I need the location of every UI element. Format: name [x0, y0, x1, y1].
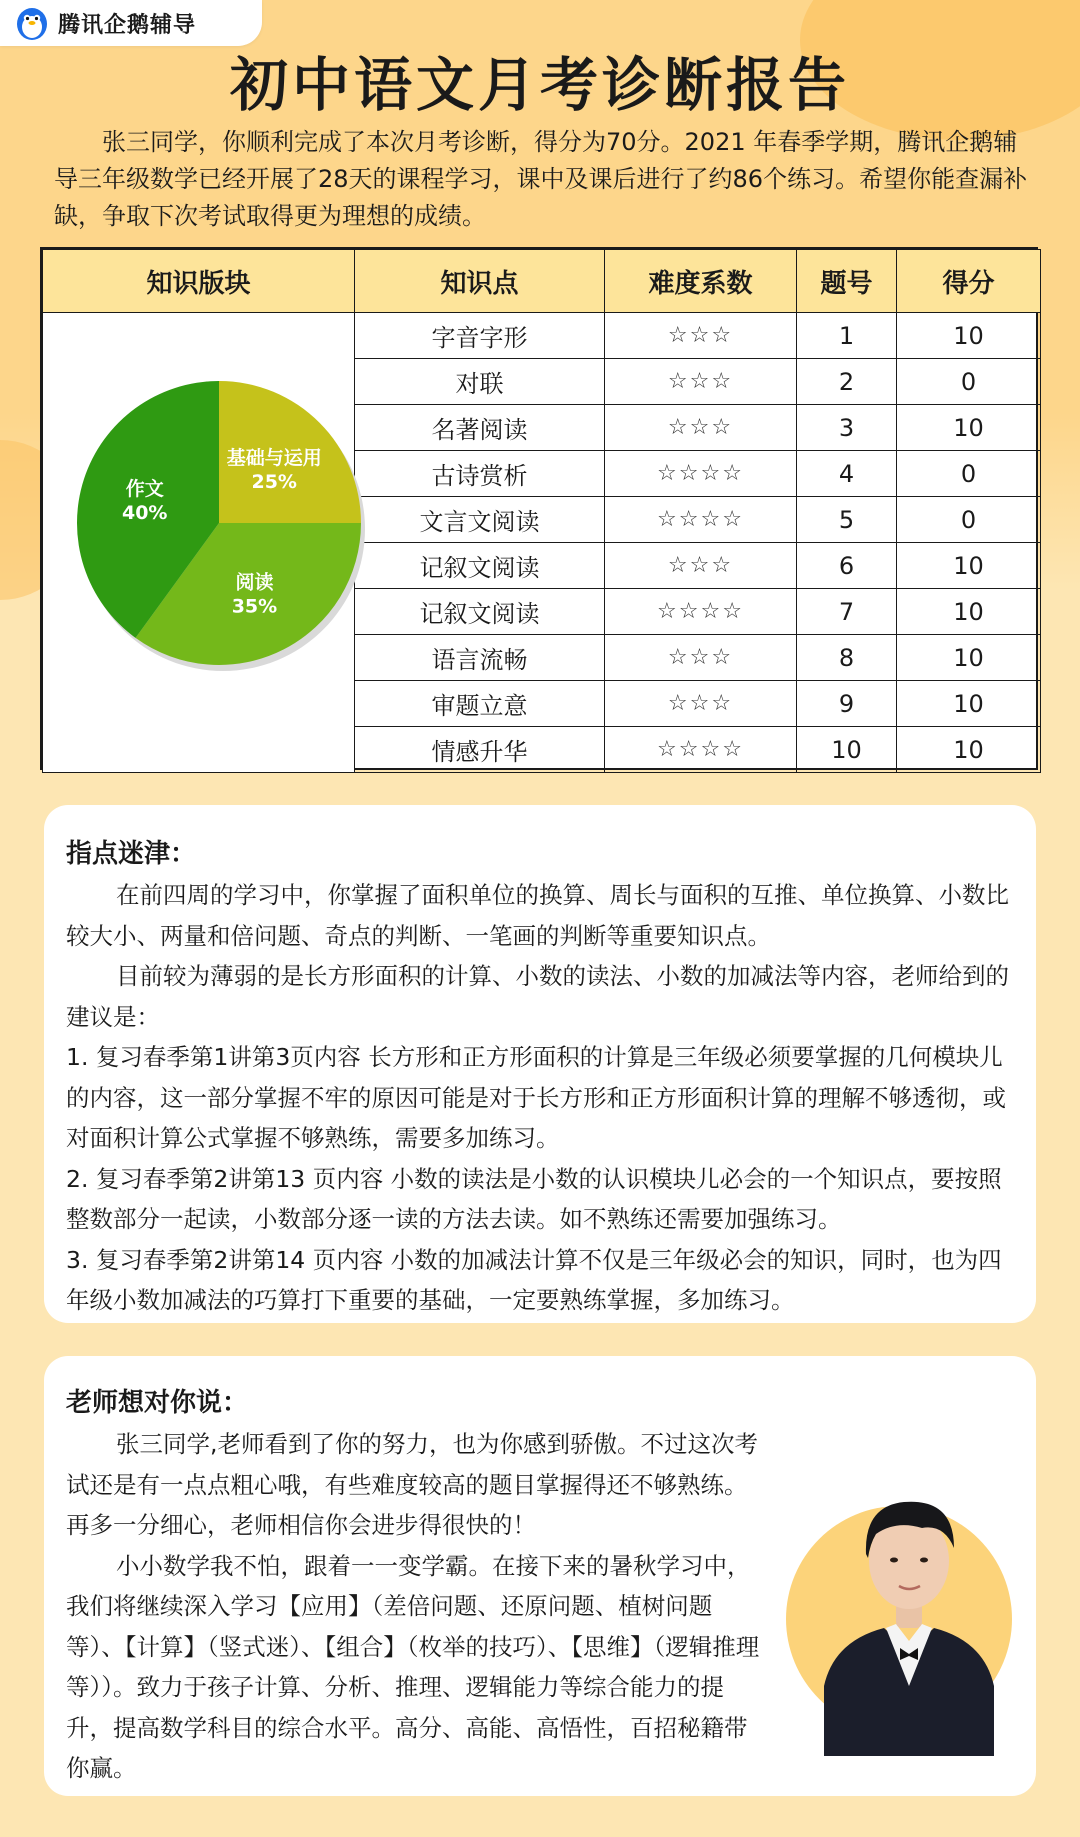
table-header-row — [43, 250, 1041, 313]
difficulty-stars: ☆☆☆ — [605, 635, 797, 681]
advice-item: 1. 复习春季第1讲第3页内容 长方形和正方形面积的计算是三年级必须要掌握的几何模块儿的内容，这一部分掌握不牢的原因可能是对于长方形和正方形面积计算的理解不够透彻，或对面积计算公式掌握不够熟练，需要多加练习。 — [66, 1043, 1006, 1152]
penguin-icon — [14, 5, 50, 41]
page-title: 初中语文月考诊断报告 — [229, 51, 850, 119]
score-value: 10 — [897, 727, 1041, 773]
table-row — [43, 313, 1041, 359]
knowledge-point: 记叙文阅读 — [355, 589, 605, 635]
header-point: 知识点 — [355, 250, 605, 313]
knowledge-point: 古诗赏析 — [355, 451, 605, 497]
knowledge-point: 名著阅读 — [355, 405, 605, 451]
question-number: 1 — [797, 313, 897, 359]
knowledge-point: 审题立意 — [355, 681, 605, 727]
score-value: 10 — [897, 589, 1041, 635]
pie-slice-percent: 40% — [121, 501, 168, 524]
brand-name: 腾讯企鹅辅导 — [58, 12, 197, 38]
question-number: 9 — [797, 681, 897, 727]
teacher-heading: 老师想对你说： — [66, 1388, 249, 1418]
question-number: 3 — [797, 405, 897, 451]
pie-slice-percent: 35% — [231, 595, 278, 618]
pie-slice-percent: 25% — [251, 470, 297, 493]
question-number: 6 — [797, 543, 897, 589]
question-number: 4 — [797, 451, 897, 497]
score-value: 10 — [897, 635, 1041, 681]
teacher-card — [44, 1356, 1036, 1796]
header-section: 知识版块 — [43, 250, 355, 313]
difficulty-stars: ☆☆☆☆ — [605, 727, 797, 773]
advice-body — [66, 875, 1022, 1321]
advice-paragraph: 目前较为薄弱的是长方形面积的计算、小数的读法、小数的加减法等内容，老师给到的建议是： — [66, 962, 1009, 1031]
teacher-paragraph: 小小数学我不怕，跟着一一变学霸。在接下来的暑秋学习中，我们将继续深入学习【应用】（差倍问题、还原问题、植树问题等）、【计算】（竖式迷）、【组合】（枚举的技巧）、【思维】（逻辑推理等））。致力于孩子计算、分析、推理、逻辑能力等综合能力的提升，提高数学科目的综合水平。高分、高能、高悟性，百招秘籍带你赢。 — [66, 1551, 760, 1782]
pie-slice-label: 基础与运用 — [226, 446, 322, 469]
advice-item: 3. 复习春季第2讲第14 页内容 小数的加减法计算不仅是三年级必会的知识，同时，也为四年级小数加减法的巧算打下重要的基础，一定要熟练掌握，多加练习。 — [66, 1245, 1002, 1314]
difficulty-stars: ☆☆☆☆ — [605, 451, 797, 497]
score-value: 0 — [897, 497, 1041, 543]
score-value: 10 — [897, 543, 1041, 589]
question-number: 10 — [797, 727, 897, 773]
pie-slice-label: 阅读 — [235, 571, 274, 594]
score-value: 0 — [897, 451, 1041, 497]
difficulty-stars: ☆☆☆ — [605, 681, 797, 727]
pie-chart — [49, 353, 389, 693]
question-number: 2 — [797, 359, 897, 405]
difficulty-stars: ☆☆☆ — [605, 313, 797, 359]
advice-heading: 指点迷津： — [66, 839, 197, 869]
difficulty-stars: ☆☆☆ — [605, 543, 797, 589]
teacher-photo — [804, 1436, 1014, 1756]
score-value: 0 — [897, 359, 1041, 405]
knowledge-point: 记叙文阅读 — [355, 543, 605, 589]
question-number: 7 — [797, 589, 897, 635]
advice-item: 2. 复习春季第2讲第13 页内容 小数的读法是小数的认识模块儿必会的一个知识点，要按照整数部分一起读，小数部分逐一读的方法去读。如不熟练还需要加强练习。 — [66, 1164, 1002, 1233]
knowledge-point: 文言文阅读 — [355, 497, 605, 543]
score-value: 10 — [897, 681, 1041, 727]
intro-text: 张三同学，你顺利完成了本次月考诊断，得分为70分。2021 年春季学期，腾讯企鹅辅导三年级数学已经开展了28天的课程学习，课中及课后进行了约86个练习。希望你能查漏补缺，争取下次考试取得更为理想的成绩。 — [54, 128, 1028, 230]
difficulty-stars: ☆☆☆ — [605, 405, 797, 451]
pie-chart-cell — [43, 313, 355, 773]
teacher-message — [66, 1424, 766, 1789]
header-score: 得分 — [897, 250, 1041, 313]
pie-slice-label: 作文 — [125, 477, 164, 500]
question-number: 8 — [797, 635, 897, 681]
knowledge-point: 语言流畅 — [355, 635, 605, 681]
score-value: 10 — [897, 313, 1041, 359]
advice-paragraph: 在前四周的学习中，你掌握了面积单位的换算、周长与面积的互推、单位换算、小数比较大小、两量和倍问题、奇点的判断、一笔画的判断等重要知识点。 — [66, 881, 1009, 950]
header-difficulty: 难度系数 — [605, 250, 797, 313]
question-number: 5 — [797, 497, 897, 543]
teacher-paragraph: 张三同学,老师看到了你的努力，也为你感到骄傲。不过这次考试还是有一点点粗心哦，有些难度较高的题目掌握得还不够熟练。再多一分细心，老师相信你会进步得很快的！ — [66, 1430, 758, 1539]
header-number: 题号 — [797, 250, 897, 313]
difficulty-stars: ☆☆☆ — [605, 359, 797, 405]
knowledge-point: 对联 — [355, 359, 605, 405]
score-table — [40, 247, 1038, 770]
score-value: 10 — [897, 405, 1041, 451]
advice-card — [44, 805, 1036, 1323]
knowledge-point: 情感升华 — [355, 727, 605, 773]
difficulty-stars: ☆☆☆☆ — [605, 589, 797, 635]
knowledge-point: 字音字形 — [355, 313, 605, 359]
intro-paragraph — [54, 124, 1034, 235]
difficulty-stars: ☆☆☆☆ — [605, 497, 797, 543]
